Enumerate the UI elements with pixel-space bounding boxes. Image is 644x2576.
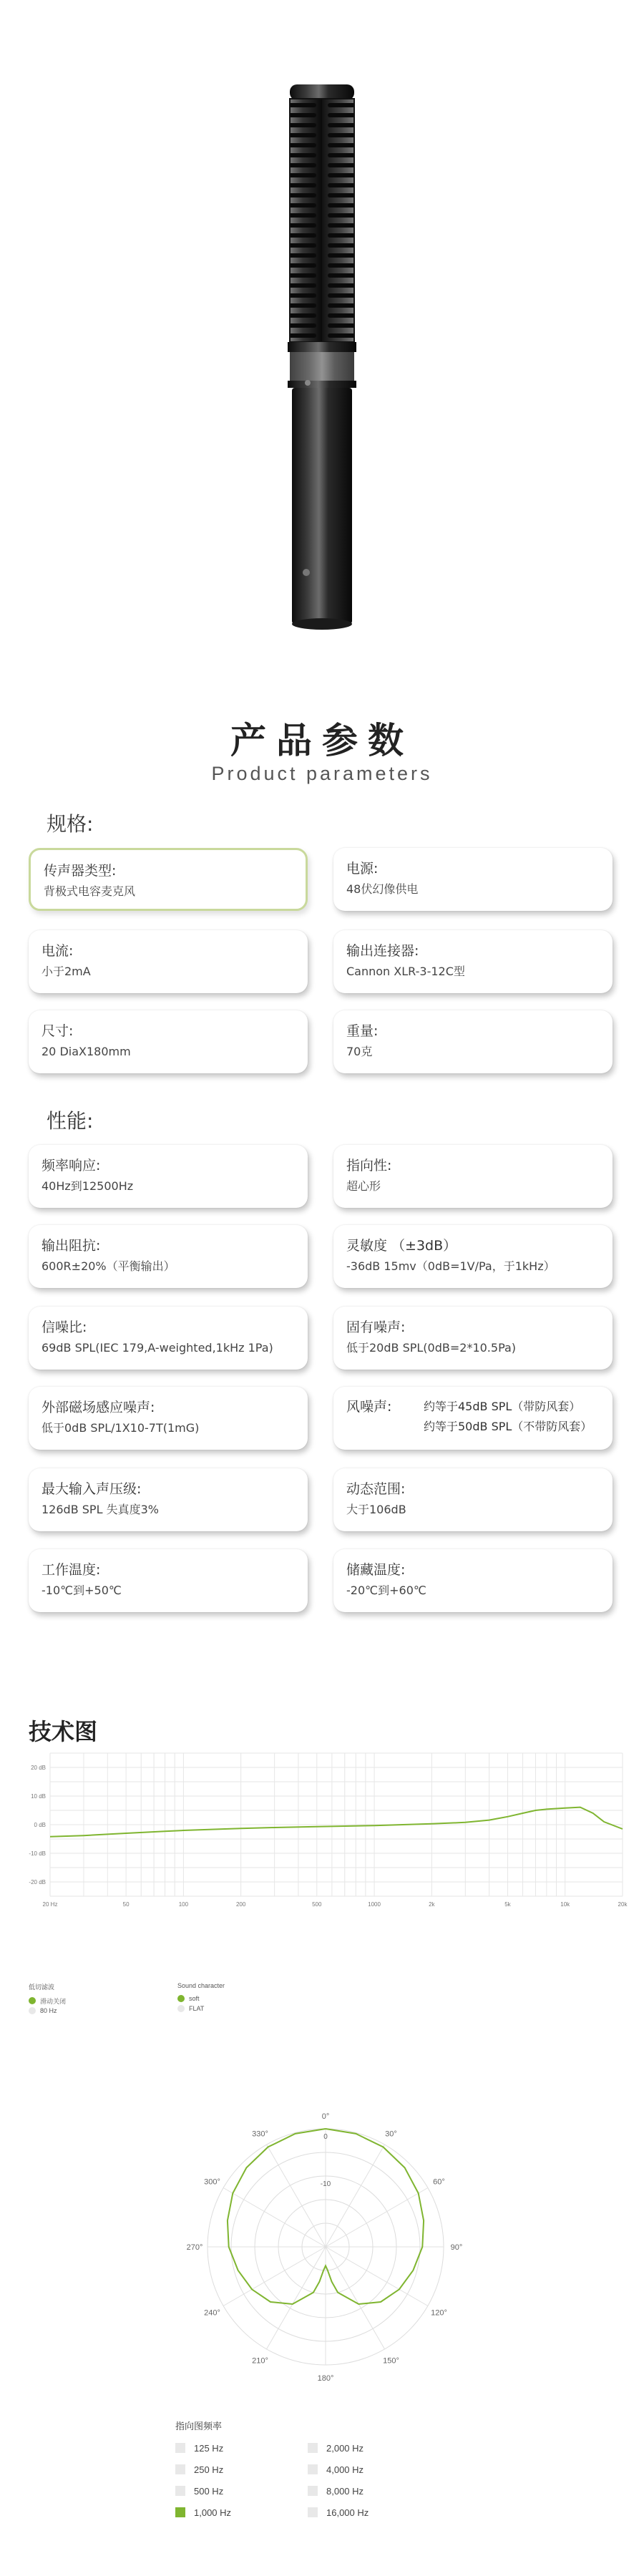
frequency-response-line [50, 1807, 623, 1837]
freq-swatch [308, 2486, 318, 2496]
perf-card-wind-noise [333, 1387, 613, 1450]
legend-label: FLAT [189, 2005, 205, 2012]
x-tick-label: 100 [178, 1901, 189, 1908]
freq-swatch [308, 2464, 318, 2474]
legend-option[interactable] [177, 1994, 225, 2004]
freq-swatch [175, 2464, 185, 2474]
perf-card-magnetic-noise [29, 1387, 308, 1450]
y-tick-label: 0 dB [34, 1822, 46, 1828]
spec-label: 风噪声: [346, 1399, 392, 1415]
spec-value: Cannon XLR-3-12C型 [346, 965, 465, 978]
legend-label: 80 Hz [40, 2007, 57, 2014]
perf-card-self-noise [333, 1307, 613, 1370]
performance-heading: 性能: [47, 1109, 94, 1133]
freq-option[interactable] [175, 2505, 308, 2519]
spec-label: 传声器类型: [44, 863, 117, 879]
spec-value: 40Hz到12500Hz [42, 1179, 134, 1193]
freq-option[interactable] [175, 2462, 308, 2477]
freq-option[interactable] [308, 2505, 440, 2519]
x-tick-label: 500 [312, 1901, 322, 1908]
legend-swatch [29, 1997, 36, 2004]
spec-label: 固有噪声: [346, 1319, 406, 1335]
polar-spoke [326, 2247, 428, 2306]
page-title: 产品参数 [230, 720, 414, 761]
polar-angle-label: 120° [431, 2308, 447, 2318]
polar-spoke [223, 2188, 326, 2248]
polar-angle-label: 60° [433, 2177, 445, 2187]
spec-label: 工作温度: [42, 1562, 101, 1578]
freq-option[interactable] [308, 2462, 440, 2477]
polar-radial-label: 0 [323, 2133, 328, 2141]
polar-angle-label: 330° [252, 2129, 268, 2139]
spec-value: 69dB SPL(IEC 179,A-weighted,1kHz 1Pa) [42, 1341, 273, 1355]
spec-card-size [29, 1010, 308, 1073]
x-tick-label: 20k [618, 1901, 628, 1908]
spec-value: 600R±20%（平衡输出） [42, 1259, 175, 1273]
spec-label: 输出连接器: [346, 943, 419, 959]
spec-label: 最大输入声压级: [42, 1481, 142, 1497]
polar-angle-label: 30° [385, 2129, 397, 2139]
legend-option[interactable] [177, 2004, 225, 2014]
polar-angle-label: 90° [450, 2243, 463, 2252]
spec-value: 低于0dB SPL/1X10-7T(1mG) [42, 1421, 200, 1435]
freq-label: 4,000 Hz [326, 2464, 364, 2475]
polar-angle-label: 300° [204, 2177, 220, 2187]
spec-label: 频率响应: [42, 1158, 101, 1174]
spec-value: 背极式电容麦克风 [44, 884, 136, 898]
spec-value: -20℃到+60℃ [346, 1584, 426, 1597]
spec-value-line1: 约等于45dB SPL（带防风套） [424, 1400, 581, 1413]
freq-label: 1,000 Hz [194, 2507, 232, 2518]
legend-label: 滑动关闭 [40, 1997, 67, 2005]
spec-label: 灵敏度 （±3dB） [346, 1238, 457, 1254]
freq-option[interactable] [175, 2484, 308, 2498]
x-tick-label: 20 Hz [42, 1901, 58, 1908]
polar-spoke [326, 2247, 385, 2349]
spec-label: 储藏温度: [346, 1562, 406, 1578]
spec-value: 超心形 [346, 1179, 381, 1193]
low-cut-legend [29, 1982, 66, 2016]
spec-value: -36dB 15mv（0dB=1V/Pa，于1kHz） [346, 1259, 555, 1273]
polar-legend-title: 指向图频率 [175, 2421, 223, 2431]
polar-angle-label: 270° [186, 2243, 203, 2252]
polar-spoke [326, 2188, 428, 2248]
perf-card-dynamic-range [333, 1468, 613, 1531]
spec-card-current [29, 930, 308, 993]
polar-spoke [326, 2145, 385, 2247]
spec-value: 小于2mA [42, 965, 91, 978]
freq-swatch [308, 2443, 318, 2453]
spec-value-line2: 约等于50dB SPL（不带防风套） [424, 1420, 592, 1433]
perf-card-operating-temp [29, 1549, 308, 1612]
tech-heading: 技术图 [29, 1718, 98, 1745]
legend-option[interactable] [29, 2006, 66, 2016]
spec-card-power [333, 848, 613, 911]
legend-label: soft [189, 1995, 200, 2002]
spec-value: 126dB SPL 失真度3% [42, 1503, 159, 1516]
freq-label: 2,000 Hz [326, 2442, 364, 2454]
spec-label: 尺寸: [42, 1023, 74, 1039]
spec-label: 信噪比: [42, 1319, 87, 1335]
frequency-response-chart [0, 1746, 644, 1918]
polar-pattern-chart [165, 2097, 487, 2411]
freq-option[interactable] [308, 2484, 440, 2498]
polar-angle-label: 210° [252, 2356, 268, 2366]
legend-title: 低切滤波 [29, 1984, 55, 1991]
freq-swatch [175, 2486, 185, 2496]
spec-label: 动态范围: [346, 1481, 406, 1497]
x-tick-label: 50 [122, 1901, 130, 1908]
spec-value: -10℃到+50℃ [42, 1584, 122, 1597]
spec-label: 电流: [42, 943, 74, 959]
perf-card-snr [29, 1307, 308, 1370]
freq-option[interactable] [175, 2441, 308, 2455]
spec-value: 低于20dB SPL(0dB=2*10.5Pa) [346, 1341, 517, 1355]
legend-title: Sound character [177, 1982, 225, 1989]
x-tick-label: 200 [235, 1901, 246, 1908]
legend-swatch [29, 2007, 36, 2014]
spec-card-mic-type [29, 848, 308, 911]
spec-label: 外部磁场感应噪声: [42, 1400, 155, 1415]
specs-heading: 规格: [47, 812, 94, 836]
polar-spoke [267, 2145, 326, 2247]
legend-swatch [177, 1995, 185, 2002]
polar-spoke [223, 2247, 326, 2306]
perf-card-polar-pattern [333, 1145, 613, 1208]
sound-character-legend [177, 1982, 225, 2014]
perf-card-frequency-response [29, 1145, 308, 1208]
polar-spoke [267, 2247, 326, 2349]
freq-label: 8,000 Hz [326, 2485, 364, 2497]
freq-swatch [175, 2507, 185, 2517]
polar-angle-label: 240° [204, 2308, 220, 2318]
x-tick-label: 2k [429, 1901, 435, 1908]
spec-label: 重量: [346, 1023, 379, 1039]
freq-label: 250 Hz [194, 2464, 224, 2475]
freq-label: 125 Hz [194, 2442, 224, 2454]
spec-value: 大于106dB [346, 1503, 406, 1516]
x-tick-label: 5k [504, 1901, 511, 1908]
spec-label: 指向性: [346, 1158, 392, 1174]
freq-swatch [175, 2443, 185, 2453]
spec-value: 70克 [346, 1045, 373, 1058]
x-tick-label: 1000 [368, 1901, 381, 1908]
y-tick-label: -20 dB [29, 1879, 46, 1885]
perf-card-sensitivity [333, 1225, 613, 1288]
legend-swatch [177, 2005, 185, 2012]
spec-value: 48伏幻像供电 [346, 882, 419, 896]
page-subtitle: Product parameters [211, 763, 433, 784]
spec-value: 20 DiaX180mm [42, 1045, 131, 1058]
spec-card-weight [333, 1010, 613, 1073]
perf-card-storage-temp [333, 1549, 613, 1612]
freq-label: 16,000 Hz [326, 2507, 369, 2518]
freq-option[interactable] [308, 2441, 440, 2455]
polar-radial-label: -10 [320, 2180, 331, 2188]
spec-label: 输出阻抗: [42, 1238, 101, 1254]
legend-option[interactable] [29, 1996, 66, 2006]
polar-angle-label: 180° [317, 2374, 334, 2383]
freq-swatch [308, 2507, 318, 2517]
polar-angle-label: 0° [321, 2112, 330, 2121]
perf-card-output-impedance [29, 1225, 308, 1288]
microphone-image [0, 0, 644, 673]
y-tick-label: -10 dB [29, 1850, 46, 1857]
x-tick-label: 10k [560, 1901, 570, 1908]
spec-label: 电源: [346, 861, 379, 877]
polar-frequency-legend [175, 2419, 440, 2519]
spec-card-connector [333, 930, 613, 993]
y-tick-label: 20 dB [31, 1765, 46, 1771]
polar-angle-label: 150° [383, 2356, 399, 2366]
perf-card-max-spl [29, 1468, 308, 1531]
y-tick-label: 10 dB [31, 1793, 46, 1800]
freq-label: 500 Hz [194, 2485, 224, 2497]
